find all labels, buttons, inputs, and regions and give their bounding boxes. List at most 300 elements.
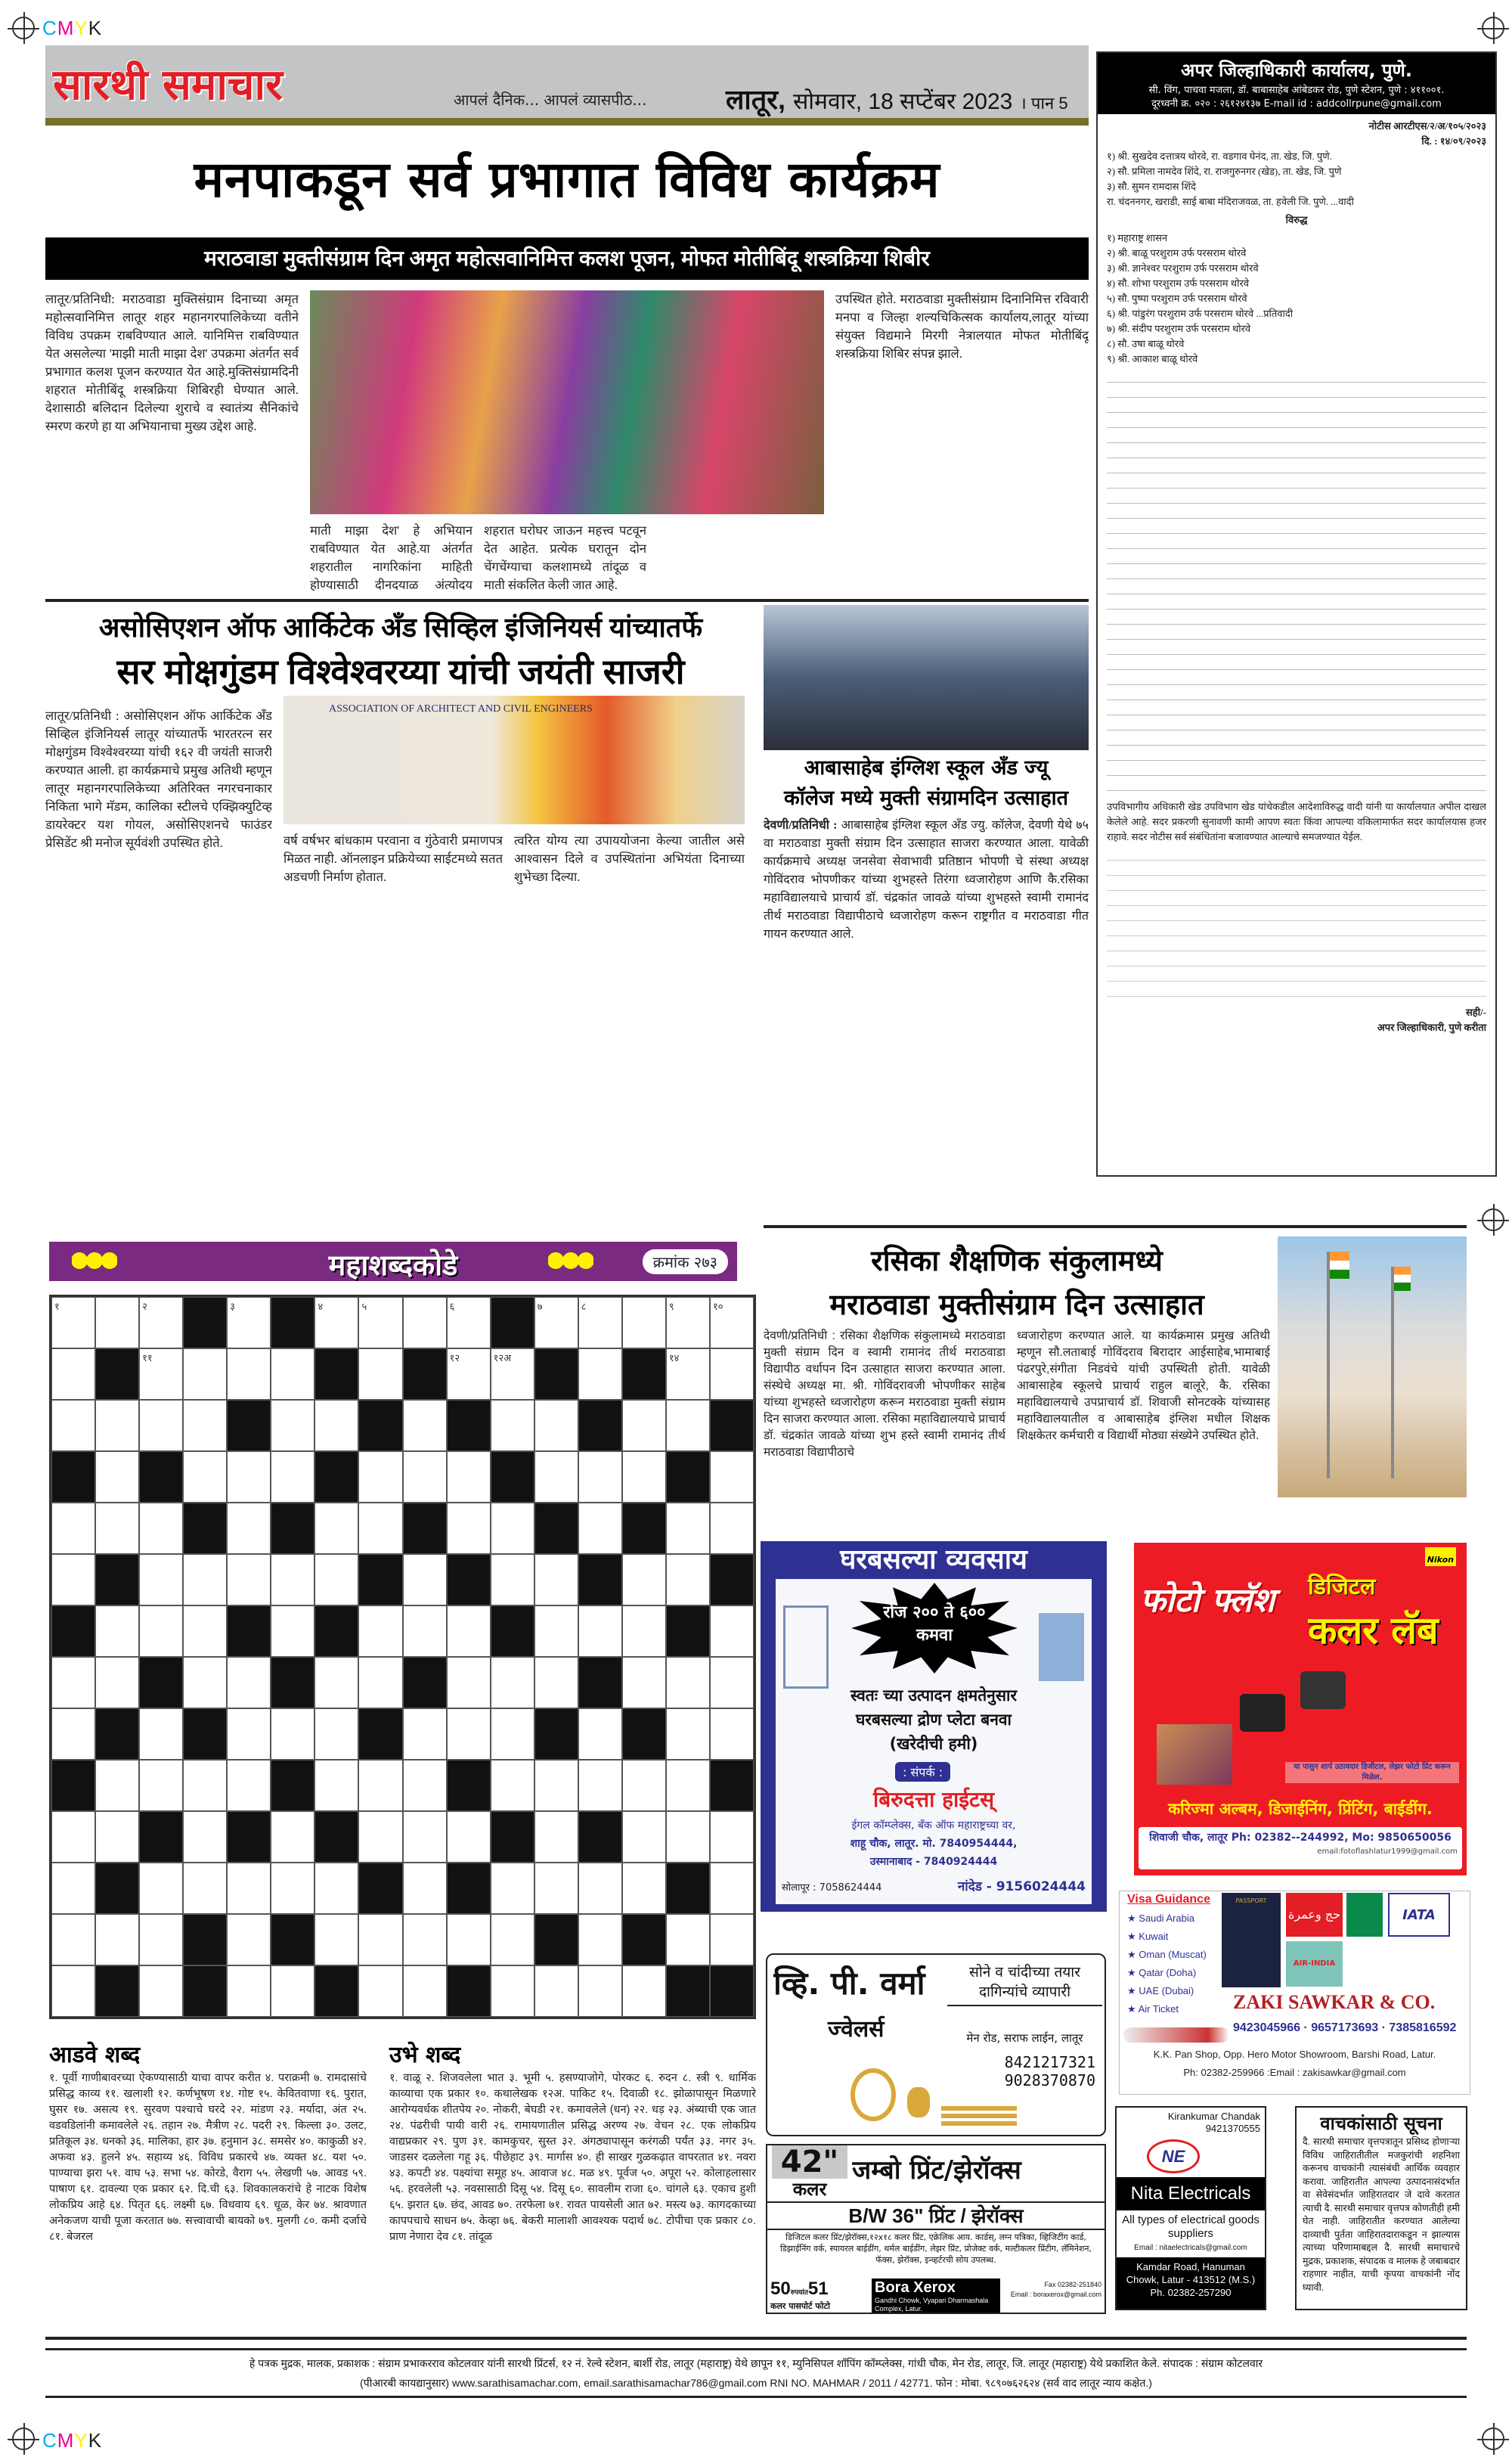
- crossword-cell[interactable]: १२: [447, 1348, 491, 1400]
- crossword-cell[interactable]: [227, 1554, 271, 1605]
- crossword-cell[interactable]: [710, 1348, 754, 1400]
- crossword-cell[interactable]: [622, 1863, 666, 1914]
- crossword-cell[interactable]: [139, 1708, 183, 1760]
- ad-brand: बिरुदत्ता हाईटस्: [872, 1787, 995, 1812]
- ad-phone: नांदेड - 9156024444: [957, 1879, 1086, 1894]
- registration-mark-icon: [12, 2427, 35, 2450]
- passport-photo-label: कलर पासपोर्ट फोटो: [770, 2301, 830, 2311]
- crossword-cell[interactable]: [227, 1760, 271, 1811]
- crossword-cell[interactable]: [358, 1657, 402, 1708]
- crossword-cell[interactable]: [491, 1503, 534, 1554]
- crossword-cell[interactable]: [622, 1760, 666, 1811]
- crossword-cell[interactable]: [271, 1811, 314, 1863]
- crossword-black-cell: [491, 1811, 534, 1863]
- crossword-black-cell: [622, 1503, 666, 1554]
- crossword-cell[interactable]: [447, 1605, 491, 1657]
- contact-person: Kirankumar Chandak 9421370555: [1167, 2111, 1260, 2134]
- crossword-cell[interactable]: ८: [578, 1297, 622, 1348]
- crossword-cell[interactable]: [403, 1708, 447, 1760]
- crossword-black-cell: [578, 1811, 622, 1863]
- crossword-cell[interactable]: ३: [227, 1297, 271, 1348]
- crossword-black-cell: [227, 1400, 271, 1451]
- ad-address: K.K. Pan Shop, Opp. Hero Motor Showroom, Barshi Road, Latur.: [1153, 2049, 1436, 2060]
- crossword-cell[interactable]: [491, 1914, 534, 1965]
- crossword-cell[interactable]: [403, 1863, 447, 1914]
- notice-ref: नोटीस आरटीएस/२/अ/१०५/२०२३: [1368, 120, 1486, 132]
- crossword-cell[interactable]: [403, 1605, 447, 1657]
- photo-banner-text: ASSOCIATION OF ARCHITECT AND CIVIL ENGINEERS: [329, 703, 593, 715]
- crossword-black-cell: [95, 1863, 139, 1914]
- crossword-cell[interactable]: [666, 1657, 710, 1708]
- crossword-cell[interactable]: [710, 1503, 754, 1554]
- crossword-cell[interactable]: [51, 1863, 95, 1914]
- ad-services: डिजिटल कलर प्रिंट/झेरॉक्स,१२x१८ कलर प्रिंट, एक्रेलिक आय. कार्डस्, लग्न पत्रिका, व्हिजिटींग कार्ड, डिझाईनिंग वर्क, स्पायरल बाईडींग, थर्मल बाईडींग, लेझर प्रिंट, प्रोजेक्ट वर्क, मल्टीकलर प्रिंटीग, लॅमिनेशन, फॅक्स, झेरॉक्स, इन्व्हर्टरची सोय उपलब्ध.: [780, 2232, 1092, 2265]
- crossword-cell[interactable]: [622, 1605, 666, 1657]
- earnings-burst: रोज २०० ते ६०० कमवा: [883, 1603, 986, 1645]
- crossword-cell[interactable]: [358, 1503, 402, 1554]
- respondent: ३) श्री. ज्ञानेश्वर परशुराम उर्फ परसराम थोरवे: [1107, 262, 1259, 274]
- crossword-cell[interactable]: [139, 1605, 183, 1657]
- crossword-cell[interactable]: [271, 1400, 314, 1451]
- crossword-cell[interactable]: [622, 1297, 666, 1348]
- crossword-cell[interactable]: [447, 1708, 491, 1760]
- ad-email: Email : nitaelectricals@gmail.com: [1134, 2244, 1247, 2252]
- down-clues-title: उभे शब्द: [389, 2042, 461, 2068]
- ad-brand: ZAKI SAWKAR & CO.: [1233, 1991, 1436, 2013]
- crossword-cell[interactable]: [491, 1554, 534, 1605]
- bora-contact: Fax 02382-251840 Email : boraxerox@gmail.com: [1010, 2281, 1101, 2298]
- crossword-black-cell: [622, 1348, 666, 1400]
- crossword-cell[interactable]: [578, 1708, 622, 1760]
- crossword-cell[interactable]: [95, 1657, 139, 1708]
- ad-contact: Ph: 02382-259966 :Email : zakisawkar@gmail.com: [1183, 2067, 1406, 2078]
- crossword-cell[interactable]: १२अ: [491, 1348, 534, 1400]
- respondent: २) श्री. बाळू परशुराम उर्फ परसराम थोरवे: [1107, 247, 1247, 259]
- crossword-cell[interactable]: [183, 1451, 227, 1503]
- tagline: आपलं दैनिक... आपलं व्यासपीठ...: [454, 91, 647, 109]
- crossword-cell[interactable]: [271, 1863, 314, 1914]
- crossword-black-cell: [51, 1451, 95, 1503]
- ad-tagline: सोने व चांदीच्या तयार दागिन्यांचे व्यापारी: [947, 1962, 1102, 2006]
- color-label: कलर: [792, 2179, 827, 2200]
- notice-header: अपर जिल्हाधिकारी कार्यालय, पुणे. सी. विंग, पाचवा मजला, डॉ. बाबासाहेब आंबेडकर रोड, पुणे स्टेशन, पुणे : ४११००१. दूरध्वनी क्र. ०२० : २६१२४१३७ E-mail id : addcollrpune@gmail.com: [1098, 53, 1495, 114]
- crossword-black-cell: [534, 1503, 578, 1554]
- respondent: १) महाराष्ट्र शासन: [1107, 232, 1168, 244]
- crossword-black-cell: [139, 1451, 183, 1503]
- camera-icon: [1240, 1694, 1285, 1732]
- crossword-black-cell: [51, 1760, 95, 1811]
- crossword-cell[interactable]: [227, 1863, 271, 1914]
- crossword-black-cell: [710, 1760, 754, 1811]
- crossword-cell[interactable]: [710, 1863, 754, 1914]
- crossword-cell[interactable]: [403, 1811, 447, 1863]
- crossword-cell[interactable]: [95, 1297, 139, 1348]
- crossword-black-cell: [183, 1503, 227, 1554]
- ad-nita-electricals: [1115, 2106, 1266, 2310]
- across-clues: १. पूर्वी गाणीबावरच्या ऐकण्यासाठी याचा वापर करीत ४. पराक्रमी ७. रामदासांचे प्रसिद्ध काव्य ११. खलाशी १२. कर्णभूषण १४. गोष्ट १५. केवितवाणा १६. पुरात, घुसर १७. असत्य १९. सुरवण पश्चाचे घरदे २२. मांडण २३. मर्यादा, अंत २५. वडवडिलांनी कमावलेले २६. तहान २७. मैत्रीण २८. पदरी २९. किल्ला ३०. उलट, प्रतिकूल ३४. धनको ३६. मालिका, हार ३७. हनुमान ३८. समसेर ४०. काकुळी ४२. अफवा ४३. हुलने ४५. सहाय्य ४६. विविध प्रकारचे ४७. व्यक्त ४८. यश ५०. पाण्याचा झरा ५१. वाघ ५३. सभा ५४. कोरडे, वैराग ५५. लेखणी ५७. आवड ५९. पाषाण ६१. दावल्या एक प्रकार ६२. दि.ची ६३. शिवकालकरांचे हे नाटक विशेष लोकप्रिय आहे ६४. पितृत ६६. लक्ष्मी ६७. विधवाय ६९. धूळ, केर ७४. श्रावणात अनेकजण याची पूजा करतात ७७. सत्त्वावाची बायको ७९. मुलगी ८०. कमी दर्जाचे ८१. बेजरल: [49, 2072, 367, 2243]
- crossword-cell[interactable]: [666, 1708, 710, 1760]
- imprint: हे पत्रक मुद्रक, मालक, प्रकाशक : संग्राम प्रभाकरराव कोटलवार यांनी सारथी प्रिंटर्स, १२ नं. रेल्वे स्टेशन, बार्शी रोड, लातूर (महाराष्ट्र) येथे छापून ११, म्युनिसिपल शॉपिंग कॉम्प्लेक्स, गांधी चौक, मेन रोड, लातूर, जि. लातूर (महाराष्ट्र) येथे प्रकाशित केले. संपादक : संग्राम कोटलवार (पीआरबी कायद्यानुसार) www.sarathisamachar.com, email.sarathisamachar786@gmail.com RNI NO. MAHMAR / 2011 / 42771. फोन : मोबा. ९८९०७६२६२४ (सर्व वाद लातूर न्याय कक्षेत.): [45, 2348, 1467, 2398]
- divider: [45, 2337, 1467, 2340]
- crossword-cell[interactable]: [447, 1503, 491, 1554]
- crossword-cell[interactable]: [622, 1400, 666, 1451]
- crossword-cell[interactable]: [403, 1965, 447, 2017]
- crossword-cell[interactable]: [578, 1605, 622, 1657]
- bw-print: B/W 36" प्रिंट / झेरॉक्स: [767, 2201, 1105, 2230]
- air-india-ticket: AIR-INDIA: [1286, 1941, 1343, 1987]
- ad-phones: 8421217321 9028370870: [1004, 2053, 1095, 2089]
- crossword-black-cell: [314, 1965, 358, 2017]
- story3-body: देवणी/प्रतिनिधी : आबासाहेब इंग्लिश स्कूल अँड ज्यु. कॉलेज, देवणी येथे ७५ वा मराठवाडा मुक्ती संग्राम दिन उत्साहात साजरा करण्यात आला. यावेळी कार्यक्रमाचे अध्यक्ष जनसेवा सेवाभावी प्रतिष्ठान भोपणी चे संस्था अध्यक्ष गोविंदराव भोपणीकर यांच्या शुभहस्ते तिरंगा ध्वजारोहण आणि कै.रसिका महाविद्यालयाचे प्राचार्य डॉ. चंद्रकांत जावळे यांच्या शुभहस्ते स्वामी रामानंद तीर्थ मराठवाडा विद्यापीठाचे ध्वजारोहण करून राष्ट्रगीत व मराठवाडा गीत गायन करण्यात आले.: [764, 819, 1089, 941]
- crossword-black-cell: [227, 1605, 271, 1657]
- crossword-cell[interactable]: [710, 1657, 754, 1708]
- crossword-cell[interactable]: [666, 1914, 710, 1965]
- crossword-cell[interactable]: [271, 1965, 314, 2017]
- crossword-black-cell: [183, 1708, 227, 1760]
- crossword-cell[interactable]: [51, 1503, 95, 1554]
- versus: विरुद्ध: [1285, 214, 1308, 225]
- crossword-cell[interactable]: १४: [666, 1348, 710, 1400]
- crossword-cell[interactable]: [314, 1554, 358, 1605]
- crossword-cell[interactable]: [95, 1400, 139, 1451]
- crossword-cell[interactable]: [139, 1965, 183, 2017]
- crossword-cell[interactable]: [227, 1914, 271, 1965]
- registration-mark-icon: [1482, 1208, 1504, 1231]
- ad-photo-flash: [1134, 1543, 1467, 1875]
- crossword-cell[interactable]: ५: [358, 1297, 402, 1348]
- ad-line: घरबसल्या द्रोण प्लेटा बनवा: [856, 1711, 1012, 1729]
- crossword-black-cell: [710, 1554, 754, 1605]
- crossword-cell[interactable]: [358, 1760, 402, 1811]
- crossword-black-cell: [358, 1863, 402, 1914]
- respondent: ५) सौ. पुष्पा परशुराम उर्फ परसराम थोरवे: [1107, 293, 1247, 304]
- crossword-cell[interactable]: [534, 1554, 578, 1605]
- crossword-cell[interactable]: [710, 1451, 754, 1503]
- story2-headline: सर मोक्षगुंडम विश्वेश्वरय्या यांची जयंती साजरी: [116, 652, 685, 691]
- crossword-cell[interactable]: [227, 1348, 271, 1400]
- crossword-cell[interactable]: [578, 1348, 622, 1400]
- cmyk-label: CMYK: [42, 2429, 103, 2452]
- crossword-black-cell: [534, 1708, 578, 1760]
- ad-sub: ज्वेलर्स: [828, 2016, 885, 2043]
- crossword-cell[interactable]: [314, 1400, 358, 1451]
- crossword-black-cell: [314, 1605, 358, 1657]
- crossword-cell[interactable]: [578, 1863, 622, 1914]
- crossword-black-cell: [271, 1297, 314, 1348]
- crossword-black-cell: [314, 1811, 358, 1863]
- crossword-cell[interactable]: [491, 1760, 534, 1811]
- crossword-cell[interactable]: [358, 1451, 402, 1503]
- crossword-black-cell: [183, 1297, 227, 1348]
- respondent: ४) सौ. शोभा परशुराम उर्फ परसराम थोरवे: [1107, 278, 1250, 289]
- crossword-cell[interactable]: [271, 1554, 314, 1605]
- crossword-cell[interactable]: [51, 1348, 95, 1400]
- crossword-cell[interactable]: [358, 1914, 402, 1965]
- crossword-cell[interactable]: [491, 1400, 534, 1451]
- crossword-cell[interactable]: [666, 1554, 710, 1605]
- ad-services: करिज्मा अल्बम, डिजाईनिंग, प्रिंटिंग, बाईडींग.: [1168, 1800, 1433, 1818]
- crossword-cell[interactable]: [314, 1760, 358, 1811]
- ad-vp-varma-jewellers: [766, 1953, 1106, 2136]
- crossword-cell[interactable]: [666, 1760, 710, 1811]
- crossword-cell[interactable]: [183, 1863, 227, 1914]
- crossword-black-cell: [227, 1811, 271, 1863]
- story2-column-1: लातूर/प्रतिनिधी : असोसिएशन ऑफ आर्किटेक अँड सिव्हिल इंजिनियर्स लातूर यांच्यातर्फे भारतरत्न सर मोक्षगुंडम विश्वेश्वरय्या यांची १६२ वी जयंती साजरी करण्यात आली. हा कार्यक्रमाचे प्रमुख अतिथी म्हणून लातूर महानगरपालिकेच्या अतिरिक्त नगरचनाकार निकिता भागे मॅडम, कालिका स्टीलचे एक्झिक्युटिव्ह डायरेक्टर यश गोयल, असोसिएशनचे फाउंडर प्रेसिडेंट श्री मनोज सूर्यवंशी उपस्थित होते.: [45, 709, 272, 850]
- crossword-black-cell: [271, 1503, 314, 1554]
- crossword-black-cell: [95, 1554, 139, 1605]
- story3-photo: [764, 605, 1089, 750]
- dots-decoration-icon: [548, 1249, 593, 1272]
- album-photo: [1157, 1724, 1232, 1785]
- crossword-cell[interactable]: [403, 1400, 447, 1451]
- ad-bora-xerox: [766, 2144, 1106, 2314]
- ad-title-small: डिजिटल: [1308, 1574, 1376, 1600]
- story2-column-3: त्वरित योग्य त्या उपाययोजना केल्या जातील असे आश्वासन दिले व उपस्थितांना अभियंता दिनाच्या शुभेच्छा दिल्या.: [514, 833, 745, 884]
- plaintiff: ३) सौ. सुमन रामदास शिंदे: [1107, 181, 1196, 192]
- ad-note: या पासुन शार्प उठावदार डिजीटल, लेझर फोटो प्रिंट करून मिळेल.: [1285, 1762, 1459, 1783]
- crossword-cell[interactable]: [403, 1914, 447, 1965]
- crossword-cell[interactable]: ६: [447, 1297, 491, 1348]
- crossword-title: महाशब्दकोडे: [328, 1249, 458, 1282]
- crossword-cell[interactable]: [271, 1708, 314, 1760]
- notice-body-continued: [1107, 849, 1486, 1000]
- crossword-cell[interactable]: [578, 1965, 622, 2017]
- crossword-cell[interactable]: [51, 1657, 95, 1708]
- crossword-cell[interactable]: [403, 1451, 447, 1503]
- machine-image: [783, 1605, 829, 1689]
- crossword-cell[interactable]: [271, 1605, 314, 1657]
- crossword-black-cell: [403, 1503, 447, 1554]
- crossword-cell[interactable]: [183, 1605, 227, 1657]
- crossword-black-cell: [666, 1863, 710, 1914]
- ad-phones: 9423045966 · 9657173693 · 7385816592: [1233, 2021, 1457, 2034]
- crossword-cell[interactable]: [95, 1451, 139, 1503]
- crossword-cell[interactable]: [51, 1965, 95, 2017]
- crossword-cell[interactable]: [622, 1811, 666, 1863]
- crossword-cell[interactable]: [358, 1965, 402, 2017]
- crossword-cell[interactable]: [139, 1863, 183, 1914]
- crossword-cell[interactable]: [534, 1400, 578, 1451]
- plaintiff: रा. चंदननगर, खराडी, साई बाबा मंदिराजवळ, ता. हवेली जि. पुणे. ...वादी: [1107, 196, 1354, 207]
- story2-column-2: वर्ष वर्षभर बांधकाम परवाना व गुंठेवारी प्रमाणपत्र मिळत नाही. ऑनलाइन प्रक्रियेच्या साईटमध्ये सतत अडचणी निर्माण होतात.: [284, 833, 503, 884]
- crossword-cell[interactable]: २: [139, 1297, 183, 1348]
- crossword-black-cell: [447, 1863, 491, 1914]
- crossword-cell[interactable]: [447, 1914, 491, 1965]
- crossword-cell[interactable]: [314, 1914, 358, 1965]
- down-clues: १. वाळू २. शिजवलेला भात ३. भूमी ५. हसण्याजोगे, पोरकट ६. रुदन ८. स्त्री ९. धार्मिक काव्याचा एक प्रकार १०. कथालेखक १२अ. पाकिट १५. दिवाळी १८. झोळापासून मिळणारे आरोग्यवर्धक शीतपेय २०. नोकरी, बेघडी २१. कमावलेले (धन) २२. धड़ २३. अंब्याची एक जात २४. पंढरीची पायी वारी २६. रामायणातील प्रसिद्ध अरण्य २७. वेचन २८. एक लोकप्रिय वाद्यप्रकार २९. पुण ३१. कामकुचर, सुस्त ३२. अंगठ्यापासून करंगळी पर्यंत ३३. नगर ३५. जाडसर दळलेला गहू ३६. पीछेहाट ३९. मार्गास ४०. ही साखर गुळकढ़ात वापरतात ४१. नवरा ४३. कपटी ४४. पक्ष्यांचा समूह ४५. आवाज ४८. मळ ४९. पूर्वज ५०. अपूरा ५२. कोलाहलासार ५६. हरवलेली ५३. नवसासाठी दिसू ५४. दिसू ६०. सावलीम राजा ६०. चांगले ६३. एकाच हुशी ६५. झरात ६७. छंद, आवड ७०. तरफेला ७१. रावत पायसेली आत ७२. मस्त्य ७३. कागदकाच्या कापपचाचे साधन ७५. केव्हा ७६. बेकरी मालाशी आवश्यक पदार्थ ७८. टोपीचा एक प्रकार ८०. प्राण नेणारा देव ८१. तांदूळ: [389, 2072, 756, 2243]
- respondent: ७) श्री. संदीप परशुराम उर्फ परसराम थोरवे: [1107, 323, 1251, 334]
- crossword-black-cell: [447, 1965, 491, 2017]
- visa-title: Visa Guidance: [1127, 1893, 1210, 1906]
- crossword-cell[interactable]: [227, 1503, 271, 1554]
- crossword-black-cell: [491, 1605, 534, 1657]
- plaintiff: २) सौ. प्रमिला नामदेव शिंदे, रा. राजगुरुनगर (खेड), ता. खेड, जि. पुणे: [1107, 166, 1342, 177]
- crossword-cell[interactable]: [95, 1760, 139, 1811]
- crossword-cell[interactable]: [183, 1760, 227, 1811]
- crossword-issue-badge: क्रमांक २७३: [643, 1249, 728, 1274]
- crossword-cell[interactable]: [139, 1554, 183, 1605]
- crossword-cell[interactable]: [403, 1554, 447, 1605]
- crossword-cell[interactable]: ४: [314, 1297, 358, 1348]
- crossword-cell[interactable]: [227, 1965, 271, 2017]
- crossword-cell[interactable]: [271, 1348, 314, 1400]
- ad-title: घरबसल्या व्यवसाय: [840, 1543, 1027, 1575]
- crossword-black-cell: [403, 1657, 447, 1708]
- crossword-cell[interactable]: [710, 1914, 754, 1965]
- crossword-cell[interactable]: [447, 1657, 491, 1708]
- crossword-cell[interactable]: [447, 1811, 491, 1863]
- crossword-cell[interactable]: [710, 1708, 754, 1760]
- crossword-black-cell: [271, 1914, 314, 1965]
- plaintiff: १) श्री. सुखदेव दत्तात्रय थोरवे, रा. वडगाव घेनंद, ता. खेड, जि. पुणे.: [1107, 150, 1332, 162]
- crossword-cell[interactable]: [314, 1708, 358, 1760]
- crossword-cell[interactable]: [622, 1451, 666, 1503]
- crossword-cell[interactable]: [666, 1503, 710, 1554]
- nikon-logo: Nikon: [1425, 1547, 1456, 1566]
- crossword-cell[interactable]: [227, 1657, 271, 1708]
- crossword-cell[interactable]: [578, 1503, 622, 1554]
- respondent: ६) श्री. पांडुरंग परशुराम उर्फ परसराम थोरवे ...प्रतिवादी: [1107, 308, 1294, 319]
- crossword-cell[interactable]: [51, 1400, 95, 1451]
- lead-column-2: माती माझा देश' हे अभियान राबविण्यात येत आहे.या अंतर्गत शहरातील नागरिकांना माहिती होण्यासाठी दीनदयाळ अंत्योदय: [310, 523, 472, 592]
- crossword-black-cell: [403, 1348, 447, 1400]
- crossword-cell[interactable]: १: [51, 1297, 95, 1348]
- crossword-cell[interactable]: [710, 1605, 754, 1657]
- notice-respondent-list-continued: [1107, 371, 1486, 795]
- crossword-cell[interactable]: [622, 1965, 666, 2017]
- crossword-black-cell: [95, 1965, 139, 2017]
- iata-logo: IATA: [1388, 1893, 1450, 1937]
- crossword-cell[interactable]: [314, 1657, 358, 1708]
- crossword-black-cell: [622, 1708, 666, 1760]
- crossword-black-cell: [95, 1348, 139, 1400]
- hajj-umrah-badge: حج وعمرة: [1286, 1893, 1343, 1937]
- ad-line: स्वतः च्या उत्पादन क्षमतेनुसार: [850, 1686, 1018, 1705]
- crossword-cell[interactable]: [578, 1451, 622, 1503]
- crossword-cell[interactable]: [358, 1811, 402, 1863]
- crossword-cell[interactable]: [666, 1400, 710, 1451]
- visa-countries: ★ Saudi Arabia ★ Kuwait ★ Oman (Muscat) ★ Qatar (Doha) ★ UAE (Dubai) ★ Air Ticket: [1127, 1912, 1207, 2015]
- divider: [764, 1225, 1467, 1228]
- crossword-black-cell: [710, 1965, 754, 2017]
- crossword-black-cell: [447, 1760, 491, 1811]
- crossword-cell[interactable]: [534, 1657, 578, 1708]
- crossword-cell[interactable]: [403, 1297, 447, 1348]
- crossword-black-cell: [139, 1657, 183, 1708]
- crossword-cell[interactable]: [403, 1760, 447, 1811]
- ad-line: (खरेदीची हमी): [889, 1735, 978, 1753]
- crossword-cell[interactable]: [314, 1503, 358, 1554]
- ad-address: Kamdar Road, Hanuman Chowk, Latur - 413512 (M.S.) Ph. 02382-257290: [1117, 2257, 1265, 2309]
- passport-photo-price: 50रुपयांत51: [770, 2279, 829, 2299]
- notice-date: दि. : १४/०९/२०२३: [1421, 135, 1486, 147]
- crossword-cell[interactable]: [491, 1708, 534, 1760]
- crossword-cell[interactable]: [51, 1708, 95, 1760]
- crossword-black-cell: [491, 1297, 534, 1348]
- crossword-header: [49, 1242, 737, 1281]
- crossword-cell[interactable]: [139, 1503, 183, 1554]
- notice-body: उपविभागीय अधिकारी खेड उपविभाग खेड यांचेकडील आदेशाविरुद्ध वादी यांनी या कार्यालयात अपील दाखल केलेले आहे. सदर प्रकरणी सुनावणी कामी आपण स्वतः किंवा आपल्या वकिलामार्फत सदर कार्यालयास हजर राहावे. सदर नोटीस सर्व संबंधितांना बजावण्यात आल्याचे समजण्यात येईल.: [1107, 801, 1486, 842]
- earring-image: [907, 2087, 930, 2117]
- crossword-cell[interactable]: ९: [666, 1297, 710, 1348]
- crossword-cell[interactable]: [491, 1657, 534, 1708]
- necklace-image: [941, 2106, 1017, 2127]
- reader-notice: [1295, 2106, 1467, 2310]
- crossword-black-cell: [95, 1708, 139, 1760]
- ad-email: email:fotoflashlatur1999@gmail.com: [1317, 1847, 1458, 1856]
- crossword-black-cell: [666, 1451, 710, 1503]
- ad-phone: उस्मानाबाद - 7840924444: [869, 1856, 998, 1868]
- crossword-cell[interactable]: १०: [710, 1297, 754, 1348]
- crossword-cell[interactable]: [183, 1811, 227, 1863]
- registration-mark-icon: [1482, 2427, 1504, 2450]
- crossword-cell[interactable]: [534, 1760, 578, 1811]
- crossword-cell[interactable]: [95, 1811, 139, 1863]
- crossword-cell[interactable]: [227, 1451, 271, 1503]
- crossword-cell[interactable]: [139, 1914, 183, 1965]
- crossword-cell[interactable]: [534, 1605, 578, 1657]
- crossword-cell[interactable]: [710, 1811, 754, 1863]
- crossword-cell[interactable]: ११: [139, 1348, 183, 1400]
- crossword-black-cell: [358, 1400, 402, 1451]
- story4-flag-photo: [1278, 1236, 1467, 1497]
- reader-notice-title: वाचकांसाठी सूचना: [1320, 2113, 1442, 2134]
- crossword-cell[interactable]: [491, 1965, 534, 2017]
- crossword-cell[interactable]: [139, 1760, 183, 1811]
- crossword-cell[interactable]: [447, 1451, 491, 1503]
- crossword-cell[interactable]: [622, 1554, 666, 1605]
- newspaper-logo: सारथी समाचार: [53, 60, 283, 110]
- crossword-cell[interactable]: [183, 1348, 227, 1400]
- crossword-cell[interactable]: [183, 1657, 227, 1708]
- crossword-cell[interactable]: [358, 1348, 402, 1400]
- crossword-cell[interactable]: [183, 1554, 227, 1605]
- crossword-cell[interactable]: ७: [534, 1297, 578, 1348]
- crossword-cell[interactable]: [534, 1811, 578, 1863]
- crossword-cell[interactable]: [622, 1657, 666, 1708]
- crossword-black-cell: [51, 1605, 95, 1657]
- ad-brand: Nita Electricals: [1117, 2177, 1265, 2210]
- crossword-cell[interactable]: [578, 1760, 622, 1811]
- crossword-cell[interactable]: [51, 1811, 95, 1863]
- crossword-cell[interactable]: [51, 1554, 95, 1605]
- crossword-cell[interactable]: [314, 1863, 358, 1914]
- crossword-black-cell: [578, 1657, 622, 1708]
- ad-title-big: कलर लॅब: [1308, 1608, 1439, 1652]
- crossword-cell[interactable]: [358, 1605, 402, 1657]
- lead-column-1: लातूर/प्रतिनिधी: मराठवाडा मुक्तिसंग्राम दिनाच्या अमृत महोत्सवानिमित्त लातूर शहर महानगरपालिकेच्या वतीने विविध उपक्रम राबविण्यात आले. यानिमित्त राबविण्यात येत असलेल्या 'माझी माती माझा देश' उपक्रमा अंतर्गत सर्व प्रभागात कलश पूजन करण्यात येत आहे.मुक्तिसंग्रामदिनी शहरात मोतीबिंदू शस्त्रक्रिया शिबिरही घेण्यात आले. देशासाठी बलिदान दिलेल्या शुराचे व स्वातंत्र्य सैनिकांचे स्मरण करणे हा या अभियानाचा मुख्य उद्देश आहे.: [45, 292, 299, 433]
- crossword-cell[interactable]: [534, 1451, 578, 1503]
- crossword-cell[interactable]: [227, 1708, 271, 1760]
- lead-subheadline: मराठवाडा मुक्तीसंग्राम दिन अमृत महोत्सवानिमित्त कलश पूजन, मोफत मोतीबिंदू शस्त्रक्रिया शिबीर: [45, 237, 1089, 280]
- crossword-cell[interactable]: [183, 1400, 227, 1451]
- crossword-cell[interactable]: [51, 1914, 95, 1965]
- crossword-cell[interactable]: [666, 1811, 710, 1863]
- respondent: ९) श्री. आकाश बाळू थोरवे: [1107, 353, 1198, 365]
- crossword-cell[interactable]: [95, 1605, 139, 1657]
- crossword-cell[interactable]: [534, 1965, 578, 2017]
- crossword-cell[interactable]: [95, 1914, 139, 1965]
- ad-phone: सोलापूर : 7058624444: [782, 1882, 882, 1894]
- crossword-cell[interactable]: [139, 1400, 183, 1451]
- crossword-cell[interactable]: [271, 1451, 314, 1503]
- crossword-cell[interactable]: [491, 1863, 534, 1914]
- ad-brand: फोटो फ्लॅश: [1140, 1581, 1275, 1620]
- crossword-cell[interactable]: [95, 1503, 139, 1554]
- crossword-black-cell: [578, 1554, 622, 1605]
- crossword-cell[interactable]: [578, 1914, 622, 1965]
- crossword-cell[interactable]: [534, 1863, 578, 1914]
